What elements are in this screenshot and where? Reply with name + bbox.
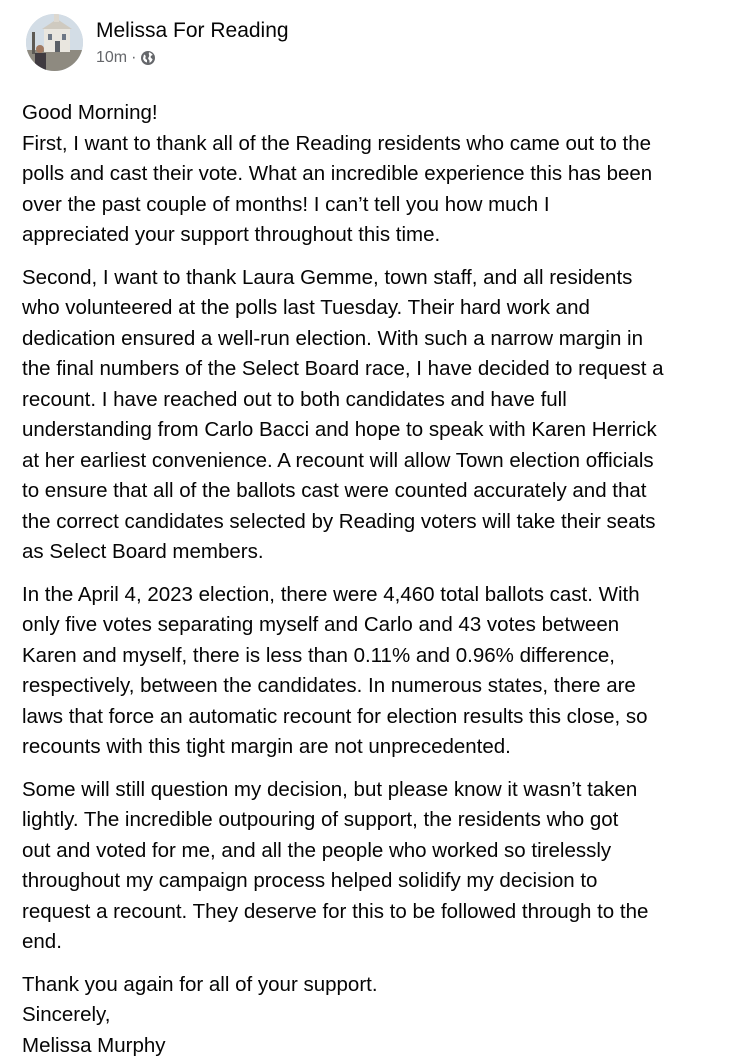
text-line: who volunteered at the polls last Tuesday. Their hard work and [22,293,718,324]
text-line: Sincerely, [22,1000,718,1031]
text-line: over the past couple of months! I can’t tell you how much I [22,190,718,221]
text-line: Second, I want to thank Laura Gemme, town staff, and all residents [22,263,718,294]
text-line: the final numbers of the Select Board race, I have decided to request a [22,354,718,385]
text-line: Karen and myself, there is less than 0.11% and 0.96% difference, [22,641,718,672]
text-line: as Select Board members. [22,537,718,568]
post-subline [96,48,289,68]
text-line: In the April 4, 2023 election, there were 4,460 total ballots cast. With [22,580,718,611]
text-line: to ensure that all of the ballots cast were counted accurately and that [22,476,718,507]
text-line: only five votes separating myself and Carlo and 43 votes between [22,610,718,641]
text-line: Thank you again for all of your support. [22,970,718,1001]
text-line: Melissa Murphy [22,1031,718,1061]
text-line: throughout my campaign process helped solidify my decision to [22,866,718,897]
post-body [22,98,718,1061]
paragraph-2 [22,263,718,568]
avatar[interactable] [26,14,83,71]
text-line: request a recount. They deserve for this to be followed through to the [22,897,718,928]
text-line: dedication ensured a well-run election. With such a narrow margin in [22,324,718,355]
text-line: Some will still question my decision, but please know it wasn’t taken [22,775,718,806]
text-line: lightly. The incredible outpouring of support, the residents who got [22,805,718,836]
paragraph-5 [22,970,718,1061]
text-line: recounts with this tight margin are not unprecedented. [22,732,718,763]
paragraph-4 [22,775,718,958]
text-line: at her earliest convenience. A recount will allow Town election officials [22,446,718,477]
text-line: laws that force an automatic recount for election results this close, so [22,702,718,733]
text-line: appreciated your support throughout this time. [22,220,718,251]
avatar-photo-icon [26,14,83,71]
paragraph-1 [22,98,718,251]
text-line: Good Morning! [22,98,718,129]
text-line: out and voted for me, and all the people who worked so tirelessly [22,836,718,867]
post-meta [96,14,289,68]
text-line: First, I want to thank all of the Reading residents who came out to the [22,129,718,160]
text-line: recount. I have reached out to both candidates and have full [22,385,718,416]
author-name[interactable]: Melissa For Reading [96,18,289,44]
text-line: the correct candidates selected by Reading voters will take their seats [22,507,718,538]
globe-icon[interactable] [140,50,156,66]
meta-separator: · [131,48,136,68]
post-header [22,14,718,78]
text-line: end. [22,927,718,958]
text-line: polls and cast their vote. What an incredible experience this has been [22,159,718,190]
post-timestamp[interactable]: 10m [96,48,127,68]
text-line: understanding from Carlo Bacci and hope to speak with Karen Herrick [22,415,718,446]
paragraph-3 [22,580,718,763]
text-line: respectively, between the candidates. In numerous states, there are [22,671,718,702]
